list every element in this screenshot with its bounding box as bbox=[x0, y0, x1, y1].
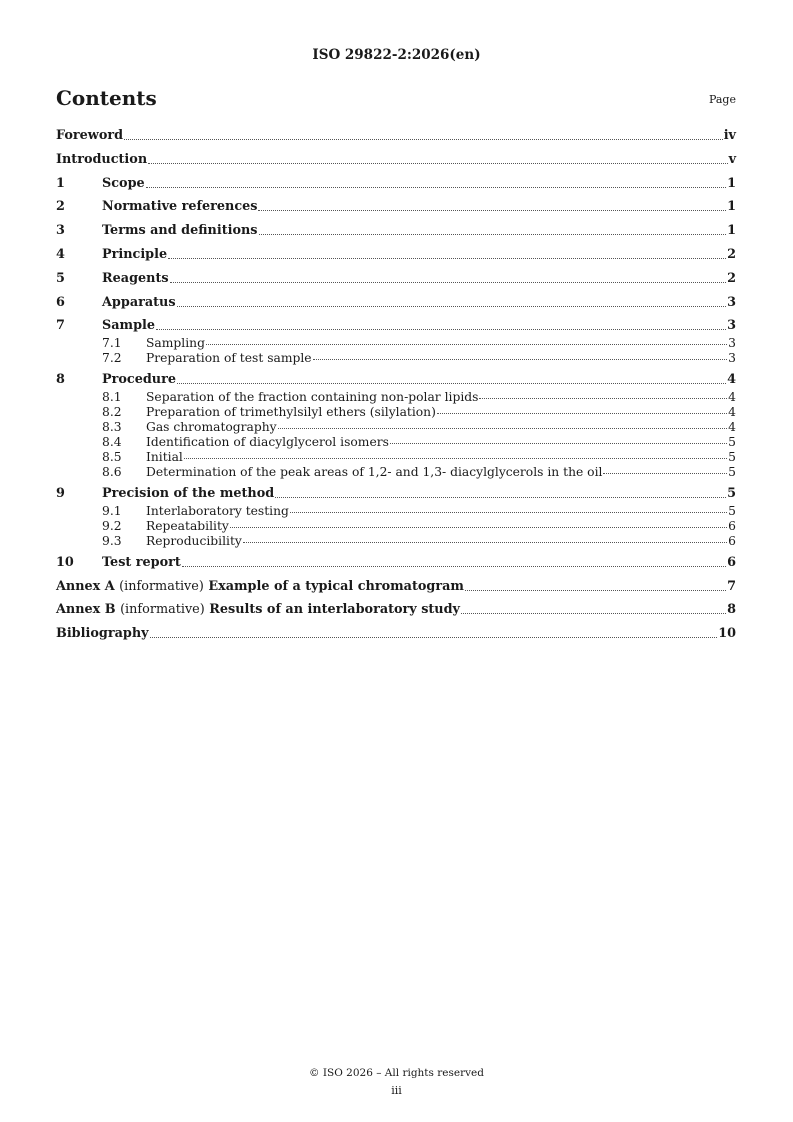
toc-entry-page: 4 bbox=[728, 405, 736, 420]
dot-leader bbox=[243, 542, 727, 543]
dot-leader bbox=[461, 613, 726, 614]
toc-entry-page: 5 bbox=[728, 435, 736, 450]
toc-entry-title: Reproducibility bbox=[146, 533, 242, 548]
annex-qualifier: (informative) bbox=[119, 578, 204, 594]
toc-entry-page: 2 bbox=[727, 270, 736, 286]
toc-entry[interactable] bbox=[56, 152, 736, 170]
dot-leader bbox=[390, 443, 727, 444]
document-id-header: ISO 29822-2:2026(en) bbox=[312, 47, 481, 63]
toc-entry[interactable] bbox=[56, 318, 736, 336]
dot-leader bbox=[313, 359, 728, 360]
toc-entry[interactable] bbox=[56, 435, 736, 450]
annex-qualifier: (informative) bbox=[120, 602, 205, 618]
toc-entry-page: 5 bbox=[728, 465, 736, 480]
toc-entry[interactable] bbox=[56, 271, 736, 289]
contents-title: Contents bbox=[56, 86, 157, 110]
toc-entry[interactable] bbox=[56, 420, 736, 435]
toc-entry-title: Reagents bbox=[102, 270, 169, 286]
dot-leader bbox=[437, 413, 727, 414]
dot-leader bbox=[258, 210, 726, 211]
annex-title: Results of an interlaboratory study bbox=[209, 602, 460, 618]
toc-entry-title: Preparation of trimethylsilyl ethers (silylation) bbox=[146, 405, 436, 420]
toc-entry-number: 7.1 bbox=[102, 336, 122, 351]
toc-entry-page: 5 bbox=[728, 503, 736, 518]
toc-entry-title: Scope bbox=[102, 175, 145, 191]
toc-entry-title: Gas chromatography bbox=[146, 420, 277, 435]
dot-leader bbox=[156, 329, 726, 330]
toc-entry-number: 8 bbox=[56, 372, 65, 388]
toc-entry[interactable] bbox=[56, 465, 736, 480]
toc-entry[interactable] bbox=[56, 199, 736, 217]
toc-entry[interactable] bbox=[56, 295, 736, 313]
toc-entry-title bbox=[56, 602, 460, 617]
toc-entry-number: 8.6 bbox=[102, 465, 122, 480]
toc-entry-number: 10 bbox=[56, 554, 74, 570]
toc-entry[interactable] bbox=[56, 405, 736, 420]
toc-entry-page: 3 bbox=[727, 318, 736, 334]
toc-entry-page: 1 bbox=[727, 199, 736, 215]
toc-entry[interactable] bbox=[56, 579, 736, 597]
toc-entry-page: 8 bbox=[727, 602, 736, 618]
toc-entry-number: 9.3 bbox=[102, 533, 122, 548]
toc-entry-title: Interlaboratory testing bbox=[146, 503, 289, 518]
toc-entry-title: Principle bbox=[102, 246, 168, 262]
dot-leader bbox=[275, 497, 726, 498]
toc-entry-number: 7.2 bbox=[102, 351, 122, 366]
toc-entry-title: Terms and definitions bbox=[102, 223, 258, 239]
toc-entry-number: 8.1 bbox=[102, 390, 122, 405]
annex-label: Annex A bbox=[56, 578, 115, 594]
toc-entry-title bbox=[56, 579, 464, 594]
toc-entry-page: 6 bbox=[727, 554, 736, 570]
dot-leader bbox=[603, 473, 727, 474]
toc-entry-page: 3 bbox=[728, 336, 736, 351]
toc-entry-number: 9.2 bbox=[102, 518, 122, 533]
toc-entry-title: Introduction bbox=[56, 151, 148, 167]
toc-entry[interactable] bbox=[56, 534, 736, 549]
toc-entry-title: Initial bbox=[146, 450, 183, 465]
toc-entry-page: 5 bbox=[728, 450, 736, 465]
toc-entry[interactable] bbox=[56, 519, 736, 534]
toc-entry-page: 3 bbox=[727, 294, 736, 310]
toc-entry-title: Procedure bbox=[102, 372, 176, 388]
toc-entry-number: 5 bbox=[56, 270, 65, 286]
toc-entry-number: 2 bbox=[56, 199, 65, 215]
toc-entry-title: Sample bbox=[102, 318, 156, 334]
toc-entry[interactable] bbox=[56, 504, 736, 519]
toc-entry-number: 8.3 bbox=[102, 420, 122, 435]
toc-entry-title: Repeatability bbox=[146, 518, 229, 533]
dot-leader bbox=[290, 512, 727, 513]
dot-leader bbox=[206, 344, 727, 345]
dot-leader bbox=[124, 139, 723, 140]
toc-entry-title: Apparatus bbox=[102, 294, 176, 310]
toc-entry-page: 4 bbox=[728, 390, 736, 405]
toc-entry[interactable] bbox=[56, 555, 736, 573]
toc-entry[interactable] bbox=[56, 626, 736, 644]
toc-entry-page: 7 bbox=[727, 578, 736, 594]
dot-leader bbox=[259, 234, 727, 235]
toc-entry-number: 8.4 bbox=[102, 435, 122, 450]
toc-entry-title: Determination of the peak areas of 1,2- and 1,3- diacylglycerols in the oil bbox=[146, 465, 603, 480]
dot-leader bbox=[148, 163, 727, 164]
toc-entry-title: Test report bbox=[102, 554, 181, 570]
toc-entry[interactable] bbox=[56, 247, 736, 265]
toc-entry-number: 9 bbox=[56, 485, 65, 501]
annex-title: Example of a typical chromatogram bbox=[208, 578, 464, 594]
toc-entry-page: 1 bbox=[727, 175, 736, 191]
toc-entry[interactable] bbox=[56, 602, 736, 620]
toc-entry-title: Sampling bbox=[146, 336, 205, 351]
toc-entry[interactable] bbox=[56, 176, 736, 194]
dot-leader bbox=[184, 458, 727, 459]
toc-entry-title: Foreword bbox=[56, 128, 124, 143]
toc-entry[interactable] bbox=[56, 128, 736, 146]
annex-label: Annex B bbox=[56, 602, 116, 618]
toc-entry-title: Identification of diacylglycerol isomers bbox=[146, 435, 389, 450]
toc-entry-page: 1 bbox=[727, 223, 736, 239]
toc-entry-page: 5 bbox=[727, 485, 736, 501]
dot-leader bbox=[177, 383, 726, 384]
dot-leader bbox=[177, 306, 727, 307]
toc-entry[interactable] bbox=[56, 336, 736, 351]
toc-entry-number: 1 bbox=[56, 175, 65, 191]
dot-leader bbox=[168, 258, 726, 259]
page-column-label: Page bbox=[708, 93, 736, 106]
toc-entry-number: 3 bbox=[56, 223, 65, 239]
toc-entry-page: v bbox=[728, 151, 736, 167]
dot-leader bbox=[465, 590, 726, 591]
dot-leader bbox=[479, 398, 727, 399]
dot-leader bbox=[182, 566, 726, 567]
toc-entry[interactable] bbox=[56, 486, 736, 504]
toc-entry[interactable] bbox=[56, 372, 736, 390]
toc-entry-number: 9.1 bbox=[102, 503, 122, 518]
page-number: iii bbox=[391, 1084, 402, 1097]
toc-entry-number: 8.2 bbox=[102, 405, 122, 420]
toc-entry-title: Normative references bbox=[102, 199, 258, 215]
toc-entry-page: iv bbox=[723, 128, 736, 143]
toc-entry-title: Precision of the method bbox=[102, 485, 275, 501]
toc-entry-title: Preparation of test sample bbox=[146, 351, 312, 366]
toc-entry-page: 4 bbox=[728, 420, 736, 435]
toc-entry-page: 6 bbox=[728, 533, 736, 548]
dot-leader bbox=[150, 637, 718, 638]
toc-entry-number: 7 bbox=[56, 318, 65, 334]
toc-entry-page: 4 bbox=[727, 372, 736, 388]
dot-leader bbox=[146, 187, 726, 188]
table-of-contents bbox=[56, 128, 736, 644]
toc-entry-title: Separation of the fraction containing non-polar lipids bbox=[146, 390, 479, 405]
toc-entry[interactable] bbox=[56, 450, 736, 465]
dot-leader bbox=[278, 428, 728, 429]
toc-entry-page: 10 bbox=[718, 626, 736, 642]
dot-leader bbox=[230, 527, 727, 528]
toc-entry[interactable] bbox=[56, 223, 736, 241]
toc-entry-page: 6 bbox=[728, 518, 736, 533]
toc-entry[interactable] bbox=[56, 351, 736, 366]
toc-entry[interactable] bbox=[56, 390, 736, 405]
toc-entry-title: Bibliography bbox=[56, 626, 149, 642]
toc-entry-page: 3 bbox=[728, 351, 736, 366]
toc-entry-number: 4 bbox=[56, 246, 65, 262]
toc-entry-number: 8.5 bbox=[102, 450, 122, 465]
toc-entry-number: 6 bbox=[56, 294, 65, 310]
toc-entry-page: 2 bbox=[727, 246, 736, 262]
dot-leader bbox=[170, 282, 727, 283]
copyright-notice: © ISO 2026 – All rights reserved bbox=[309, 1067, 484, 1079]
